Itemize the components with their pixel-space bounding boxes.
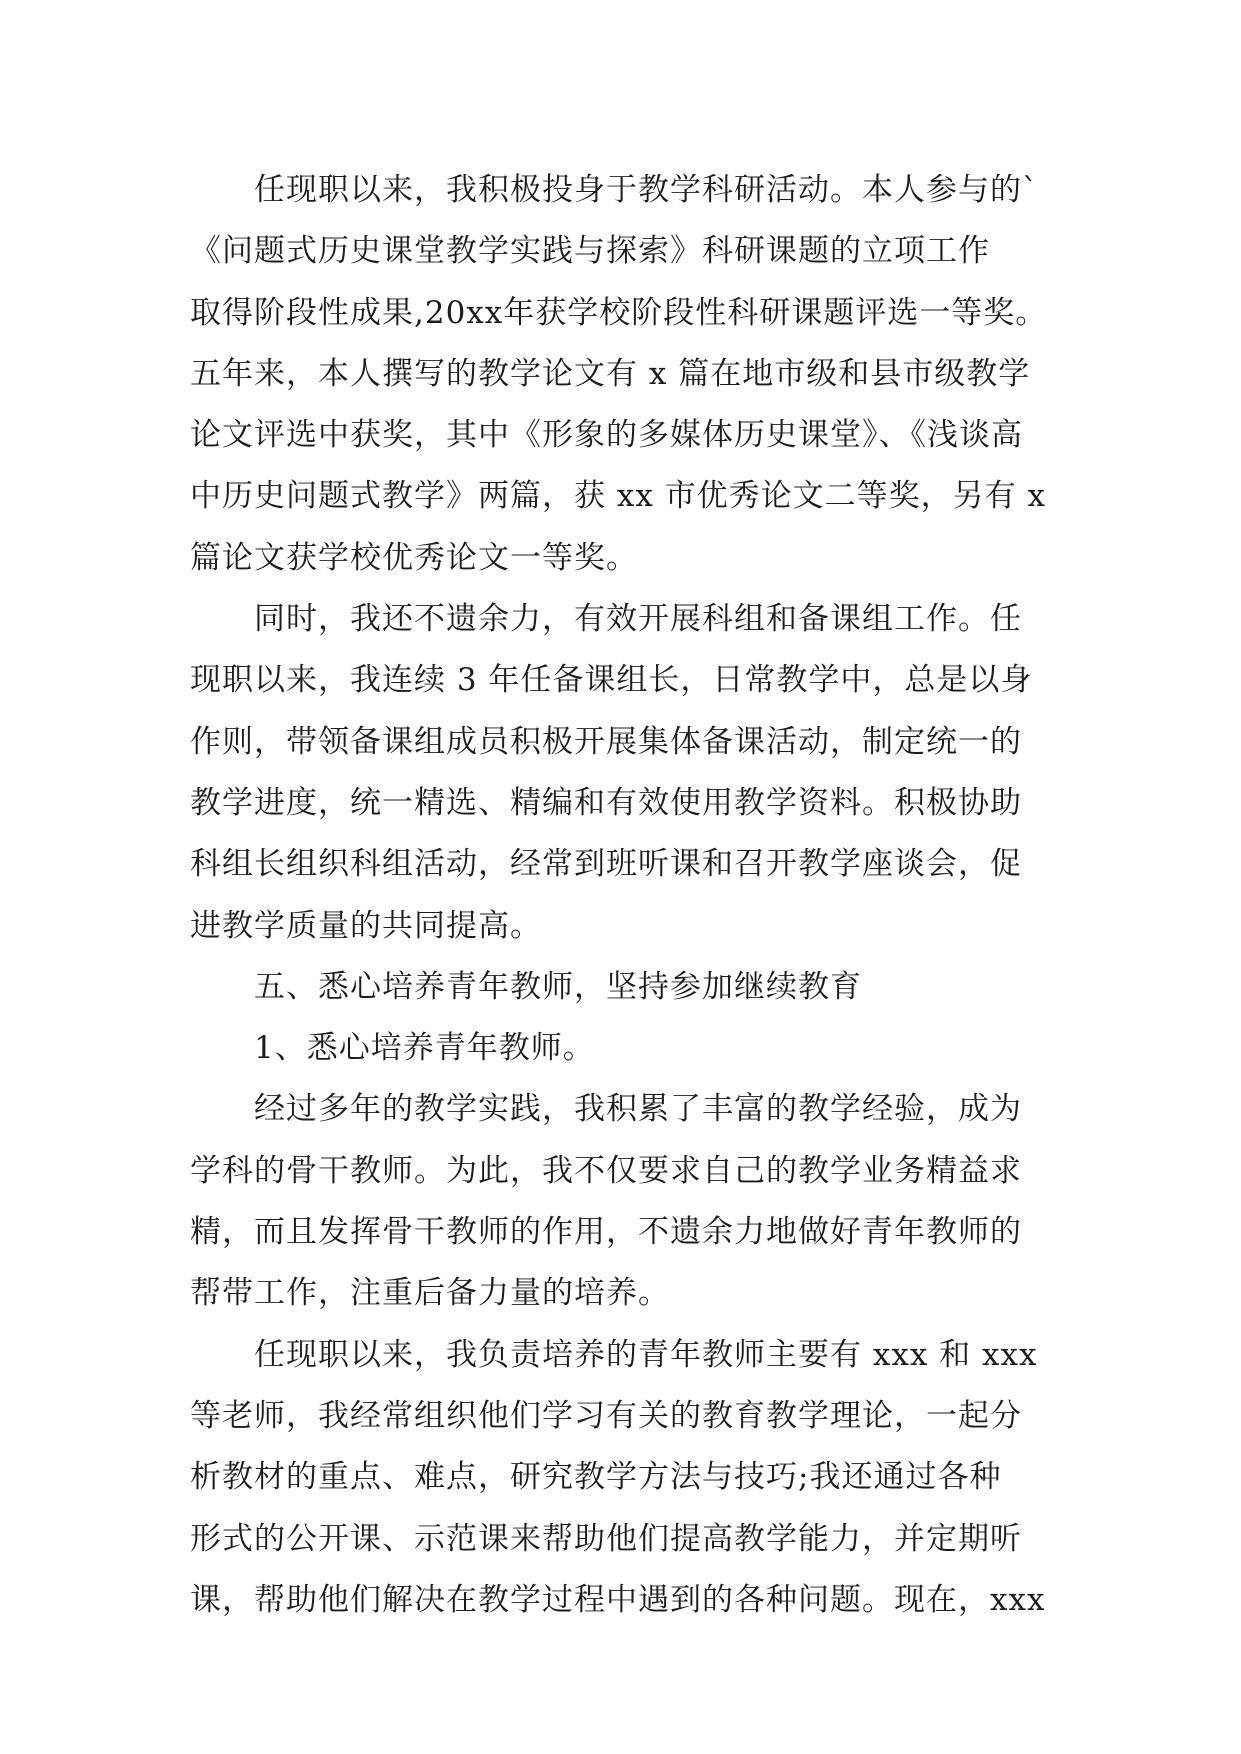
text-line: 教学进度，统一精选、精编和有效使用教学资料。积极协助 — [190, 784, 1022, 821]
text-line: 五、悉心培养青年教师，坚持参加继续教育 — [254, 968, 862, 1005]
text-line: 精，而且发挥骨干教师的作用，不遗余力地做好青年教师的 — [190, 1214, 1022, 1251]
text-line: 篇论文获学校优秀论文一等奖。 — [190, 539, 638, 576]
text-line: 科组长组织科组活动，经常到班听课和召开教学座谈会，促 — [190, 846, 1022, 883]
text-line: 作则，带领备课组成员积极开展集体备课活动，制定统一的 — [190, 723, 1022, 760]
document-body — [190, 160, 1050, 1631]
text-line: 课，帮助他们解决在教学过程中遇到的各种问题。现在，xxx — [190, 1581, 1046, 1618]
text-line: 进教学质量的共同提高。 — [190, 907, 542, 944]
text-line: 同时，我还不遗余力，有效开展科组和备课组工作。任 — [254, 601, 1022, 638]
text-line: 五年来，本人撰写的教学论文有 x 篇在地市级和县市级教学 — [190, 355, 1031, 392]
text-line: 任现职以来，我积极投身于教学科研活动。本人参与的` — [254, 172, 1039, 208]
text-line: 经过多年的教学实践，我积累了丰富的教学经验，成为 — [254, 1091, 1022, 1128]
text-line: 析教材的重点、难点，研究教学方法与技巧;我还通过各种 — [190, 1459, 1002, 1496]
text-line: 中历史问题式教学》两篇，获 xx 市优秀论文二等奖，另有 x — [190, 478, 1047, 515]
text-line: 取得阶段性成果,20xx年获学校阶段性科研课题评选一等奖。 — [190, 294, 1048, 331]
text-line: 形式的公开课、示范课来帮助他们提高教学能力，并定期听 — [190, 1520, 1022, 1557]
text-line: 现职以来，我连续 3 年任备课组长，日常教学中，总是以身 — [190, 662, 1033, 699]
text-line: 任现职以来，我负责培养的青年教师主要有 xxx 和 xxx — [254, 1336, 1038, 1373]
text-line: 帮带工作，注重后备力量的培养。 — [190, 1275, 670, 1312]
text-line: 《问题式历史课堂教学实践与探索》科研课题的立项工作 — [190, 233, 990, 270]
text-line: 论文评选中获奖，其中《形象的多媒体历史课堂》、《浅谈高 — [190, 417, 1023, 454]
text-line: 等老师，我经常组织他们学习有关的教育教学理论，一起分 — [190, 1397, 1022, 1434]
text-line: 1、悉心培养青年教师。 — [254, 1030, 595, 1067]
text-line: 学科的骨干教师。为此，我不仅要求自己的教学业务精益求 — [190, 1152, 1022, 1189]
